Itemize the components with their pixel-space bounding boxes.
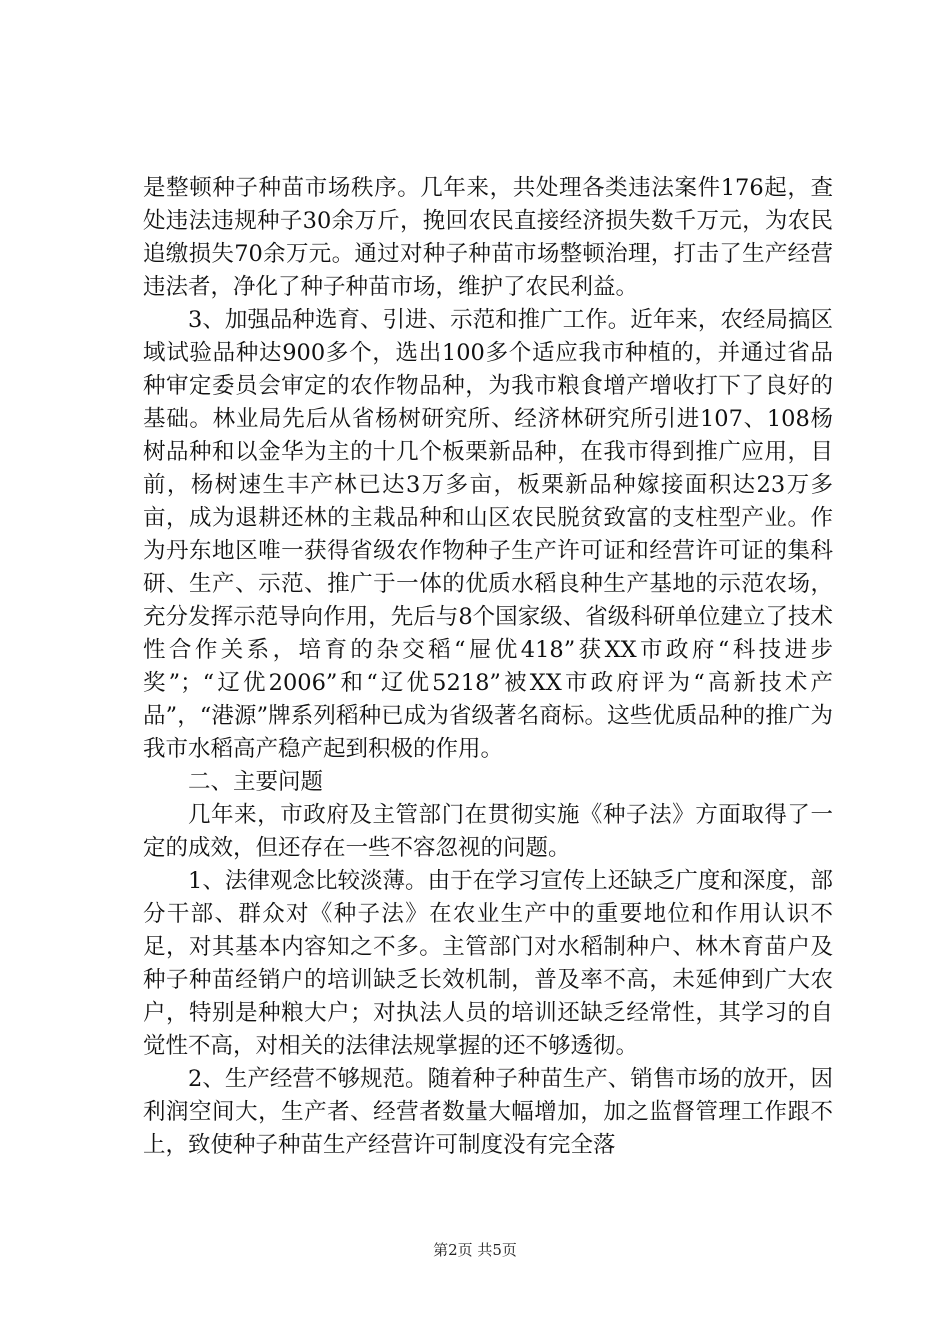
paragraph-variety-breeding: 3、加强品种选育、引进、示范和推广工作。近年来，农经局搞区域试验品种达900多个，选出100多个适应我市种植的，并通过省品种审定委员会审定的农作物品种，为我市粮食增产增收打下了良好的基础。林业局先后从省杨树研究所、经济林研究所引进107、108杨树品种和以金华为主的十几个板栗新品种，在我市得到推广应用，目前，杨树速生丰产林已达3万多亩，板栗新品种嫁接面积达23万多亩，成为退耕还林的主栽品种和山区农民脱贫致富的支柱型产业。作为丹东地区唯一获得省级农作物种子生产许可证和经营许可证的集科研、生产、示范、推广于一体的优质水稻良种生产基地的示范农场，充分发挥示范导向作用，先后与8个国家级、省级科研单位建立了技术性合作关系，培育的杂交稻“屉优418”获XX市政府“科技进步奖”；“辽优2006”和“辽优5218”被XX市政府评为“高新技术产品”，“港源”牌系列稻种已成为省级著名商标。这些优质品种的推广为我市水稻高产稳产起到积极的作用。 — [143, 307, 833, 762]
paragraph-legal-awareness: 1、法律观念比较淡薄。由于在学习宣传上还缺乏广度和深度，部分干部、群众对《种子法》在农业生产中的重要地位和作用认识不足，对其基本内容知之不多。主管部门对水稻制种户、林木育苗户及种子种苗经销户的培训缺乏长效机制，普及率不高，未延伸到广大农户，特别是种粮大户；对执法人员的培训还缺乏经常性，其学习的自觉性不高，对相关的法律法规掌握的还不够透彻。 — [143, 868, 833, 1059]
page-footer: 第2页 共5页 — [433, 1241, 517, 1259]
document-body — [143, 172, 833, 1162]
paragraph-continuation: 是整顿种子种苗市场秩序。几年来，共处理各类违法案件176起，查处违法违规种子30余万斤，挽回农民直接经济损失数千万元，为农民追缴损失70余万元。通过对种子种苗市场整顿治理，打击了生产经营违法者，净化了种子种苗市场，维护了农民利益。 — [143, 175, 833, 300]
paragraph-problems-intro: 几年来，市政府及主管部门在贯彻实施《种子法》方面取得了一定的成效，但还存在一些不容忽视的问题。 — [143, 802, 833, 861]
section-heading-main-problems: 二、主要问题 — [188, 769, 324, 795]
paragraph-production-management: 2、生产经营不够规范。随着种子种苗生产、销售市场的放开，因利润空间大，生产者、经营者数量大幅增加，加之监督管理工作跟不上，致使种子种苗生产经营许可制度没有完全落 — [143, 1066, 833, 1158]
